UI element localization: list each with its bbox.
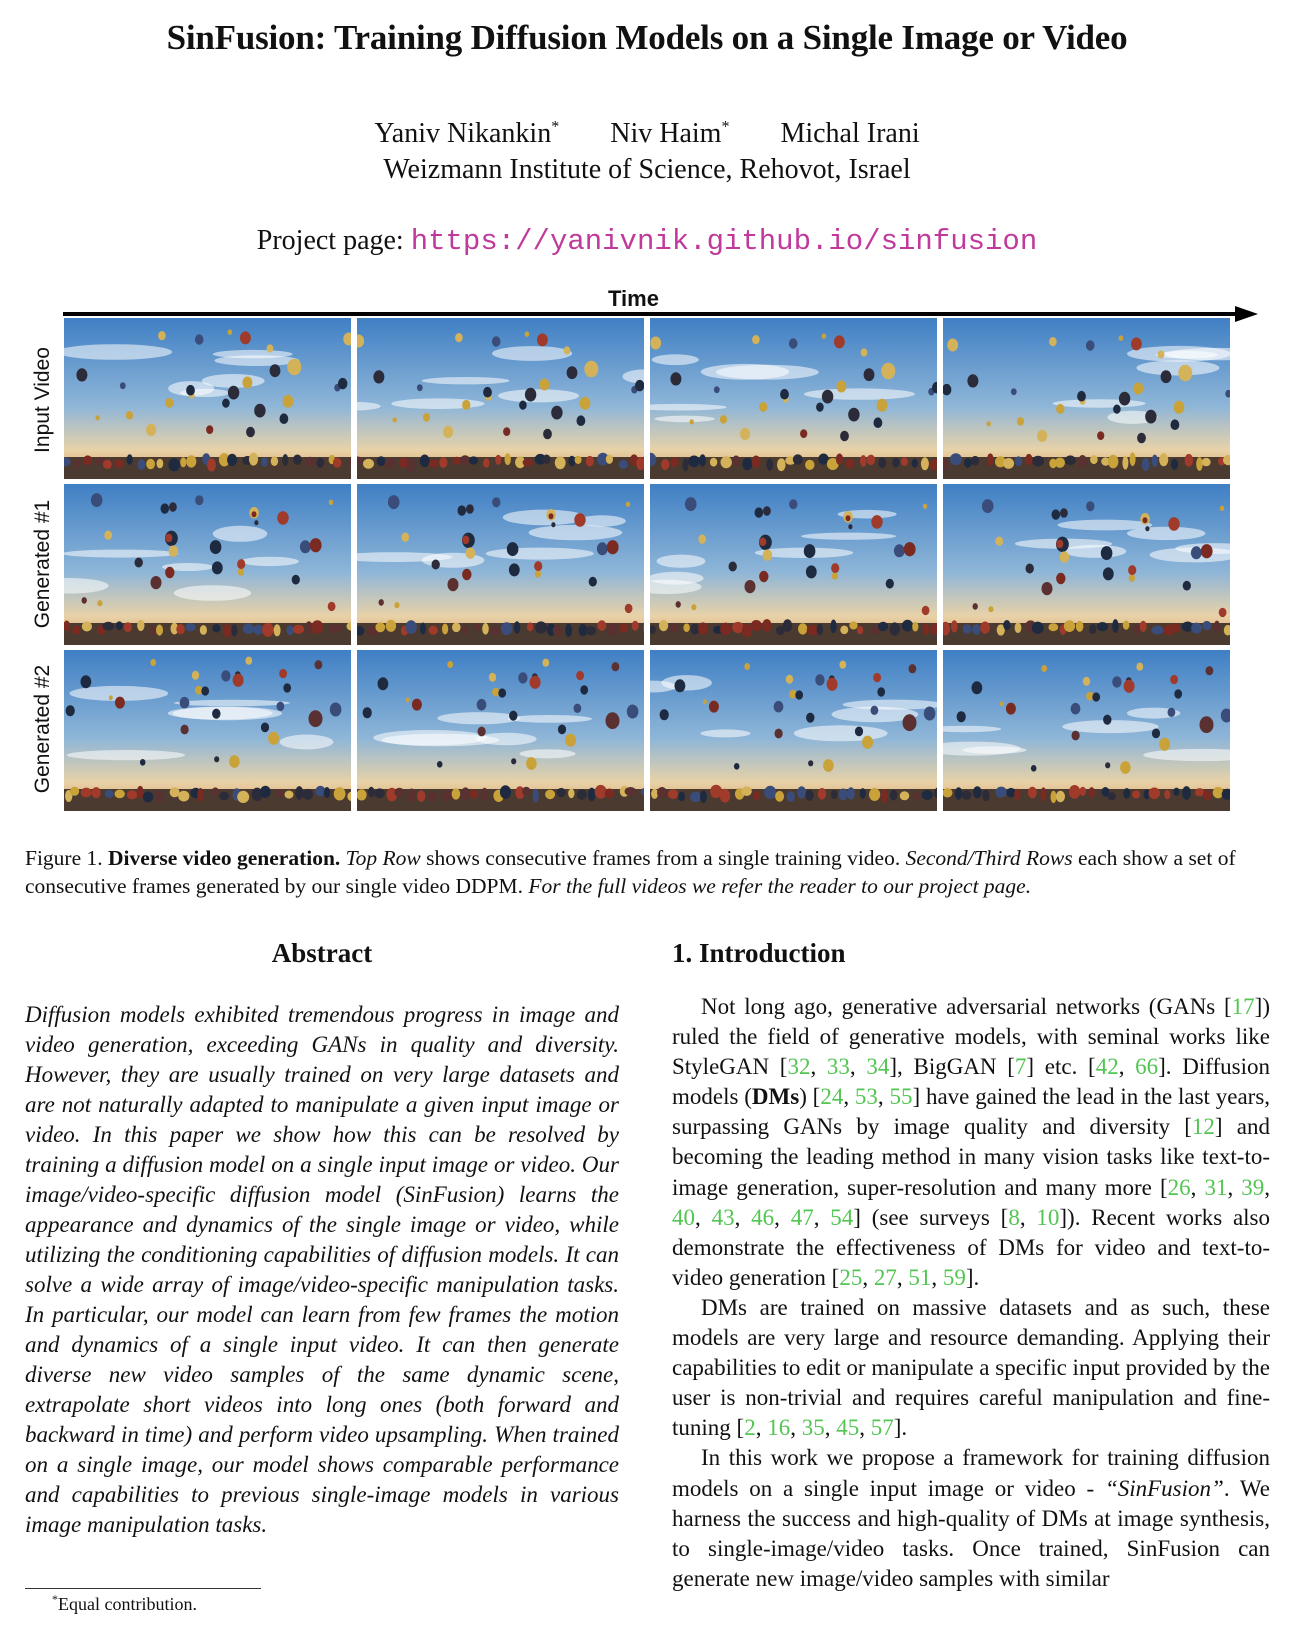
citation-link[interactable]: 54 <box>830 1204 854 1230</box>
author-list <box>0 118 1294 150</box>
citation-link[interactable]: 34 <box>866 1054 890 1080</box>
video-frame-image <box>357 484 644 645</box>
footnote-text: Equal contribution. <box>58 1594 197 1614</box>
intro-paragraph: DMs are trained on massive datasets and as such, these models are very large and resource demanding. Applying their capabilities to edit or manipulate a specific input provided by the user is non-trivial and requires careful manipulation and fine-tuning [2, 16, 35, 45, 57]. <box>672 1294 1270 1441</box>
citation-link[interactable]: 35 <box>801 1415 825 1441</box>
citation-link[interactable]: 42 <box>1095 1054 1119 1080</box>
citation-link[interactable]: 2 <box>744 1415 756 1441</box>
citation-link[interactable]: 32 <box>787 1054 811 1080</box>
section-heading-introduction: 1. Introduction <box>672 938 846 968</box>
caption-title: Diverse video generation. <box>108 846 341 870</box>
caption-italic: Second/Third Rows <box>905 846 1073 870</box>
citation-link[interactable]: 7 <box>1014 1054 1027 1080</box>
caption-text: shows consecutive frames from a single training video. <box>426 846 901 870</box>
intro-paragraph: In this work we propose a framework for training diffusion models on a single input image or video - “SinFusion”. We harness the success and high-quality of DMs at image synthesis, to single-image/video tasks. Once trained, SinFusion can generate new image/video samples with similar <box>672 1445 1270 1591</box>
intro-paragraph: Not long ago, generative adversarial networks (GANs [17]) ruled the field of generative models, with seminal works like StyleGAN [32, 33, 34], BigGAN [7] etc. [42, 66]. Diffusion models (DMs) [24, 53, 55] have gained the lead in the last years, surpassing GANs by image quality and diversity [12] and becoming the leading method in many vision tasks like text-to-image generation, super-resolution and many more [26, 31, 39, 40, 43, 46, 47, 54] (see surveys [8, 10]). Recent works also demonstrate the effectiveness of DMs for video and text-to-video generation [25, 27, 51, 59]. <box>672 994 1271 1290</box>
row-label-generated-2: Generated #2 <box>31 664 54 794</box>
bold-term: DMs <box>751 1084 800 1110</box>
citation-link[interactable]: 25 <box>839 1264 863 1290</box>
video-frame-image <box>650 318 937 479</box>
citation-link[interactable]: 12 <box>1191 1114 1215 1140</box>
citation-link[interactable]: 24 <box>820 1084 844 1110</box>
citation-link[interactable]: 33 <box>826 1054 850 1080</box>
citation-link[interactable]: 40 <box>672 1204 695 1230</box>
citation-link[interactable]: 8 <box>1008 1204 1020 1230</box>
citation-link[interactable]: 46 <box>751 1204 775 1230</box>
author-name: Michal Irani <box>780 118 920 149</box>
affiliation: Weizmann Institute of Science, Rehovot, Israel <box>383 154 911 185</box>
citation-link[interactable]: 27 <box>873 1264 897 1290</box>
video-frame-image <box>357 650 644 811</box>
video-frame-image <box>943 484 1230 645</box>
citation-link[interactable]: 10 <box>1036 1204 1060 1230</box>
row-label-input-video: Input Video <box>31 347 54 453</box>
citation-link[interactable]: 51 <box>908 1264 932 1290</box>
time-axis-label: Time <box>608 286 659 311</box>
author-3 <box>780 118 919 150</box>
abstract-text: Diffusion models exhibited tremendous progress in image and video generation, exceeding GANs in quality and diversity. However, they are usually trained on very large datasets and are not naturally adapted to manipulate a given input image or video. In this paper we show how this can be resolved by training a diffusion model on a single input image or video. Our image/video-specific diffusion model (SinFusion) learns the appearance and dynamics of the single image or video, while utilizing the conditioning capabilities of diffusion models. It can solve a wide array of image/video-specific manipulation tasks. In particular, our model can learn from few frames the motion and dynamics of a single input video. It can then generate diverse new video samples of the same dynamic scene, extrapolate short videos into long ones (both forward and backward in time) and perform video upsampling. When trained on a single image, our model shows comparable performance and capabilities to previous single-image models in various image manipulation tasks. <box>25 1002 619 1537</box>
project-page-link[interactable]: https://yanivnik.github.io/sinfusion <box>410 225 1038 258</box>
caption-text: each show a set of consecutive frames generated by our single video DDPM. <box>25 846 1236 898</box>
video-frame-image <box>357 318 644 479</box>
figure-caption <box>25 844 1270 900</box>
video-frame-image <box>64 318 351 479</box>
author-2 <box>610 118 729 150</box>
citation-link[interactable]: 45 <box>836 1415 860 1441</box>
caption-prefix: Figure 1. <box>25 846 103 870</box>
video-frame-image <box>650 650 937 811</box>
citation-link[interactable]: 43 <box>711 1204 735 1230</box>
video-frame-image <box>943 318 1230 479</box>
citation-link[interactable]: 53 <box>854 1084 878 1110</box>
author-name: Niv Haim <box>610 118 722 149</box>
project-page-line <box>0 225 1294 258</box>
equal-contribution-mark: * <box>551 118 560 136</box>
caption-italic: Top Row <box>345 846 421 870</box>
introduction-body <box>672 992 1270 1594</box>
paper-title: SinFusion: Training Diffusion Models on a Single Image or Video <box>166 18 1128 57</box>
citation-link[interactable]: 55 <box>889 1084 913 1110</box>
citation-link[interactable]: 57 <box>870 1415 894 1441</box>
video-frame-grid <box>64 318 1229 811</box>
citation-link[interactable]: 47 <box>790 1204 814 1230</box>
citation-link[interactable]: 31 <box>1204 1174 1228 1200</box>
video-frame-image <box>943 650 1230 811</box>
citation-link[interactable]: 26 <box>1167 1174 1191 1200</box>
footnote-mark: * <box>52 1592 58 1606</box>
equal-contribution-mark: * <box>721 118 730 136</box>
project-page-label: Project page: <box>256 225 404 256</box>
italic-term: “SinFusion” <box>1104 1475 1224 1501</box>
citation-link[interactable]: 17 <box>1231 994 1255 1019</box>
video-frame-image <box>64 650 351 811</box>
citation-link[interactable]: 59 <box>942 1264 966 1290</box>
footnote <box>52 1594 197 1615</box>
footnote-divider <box>25 1588 261 1589</box>
citation-link[interactable]: 66 <box>1135 1054 1159 1080</box>
abstract-heading: Abstract <box>271 938 373 968</box>
caption-italic: For the full videos we refer the reader to our project page. <box>528 874 1032 898</box>
author-name: Yaniv Nikankin <box>374 118 552 149</box>
row-label-generated-1: Generated #1 <box>31 499 54 629</box>
citation-link[interactable]: 16 <box>767 1415 791 1441</box>
video-frame-image <box>64 484 351 645</box>
video-frame-image <box>650 484 937 645</box>
author-1 <box>374 118 559 150</box>
citation-link[interactable]: 39 <box>1241 1174 1265 1200</box>
